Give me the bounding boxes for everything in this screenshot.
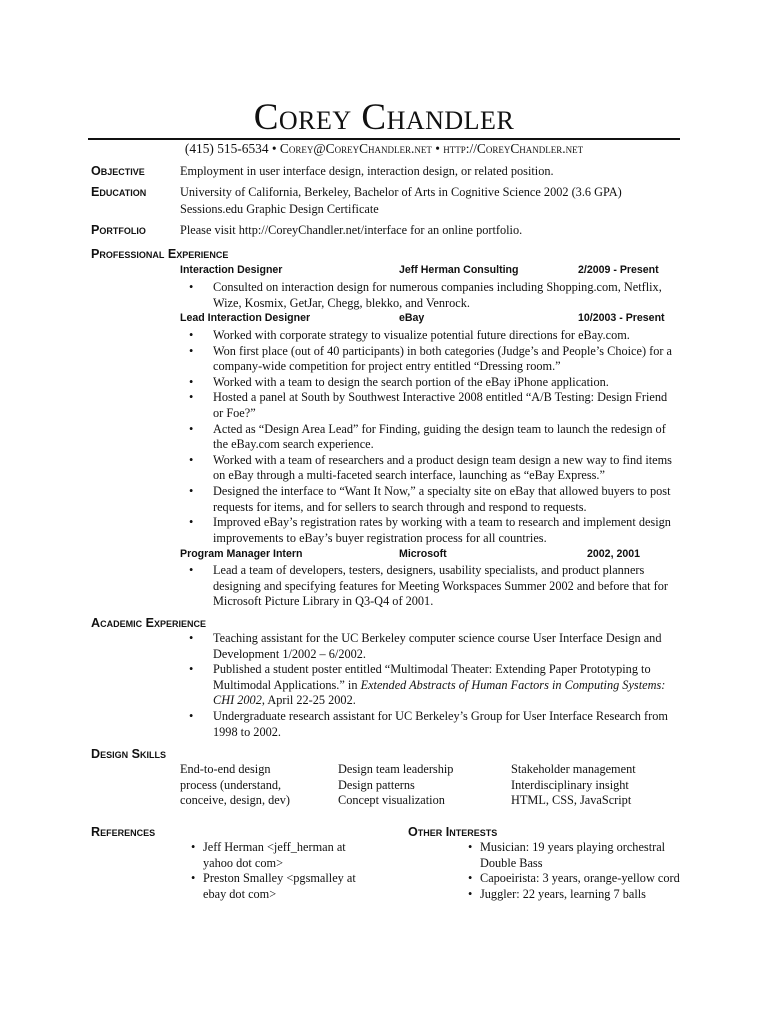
resume-name: Corey Chandler	[253, 97, 515, 138]
interests-list	[468, 840, 680, 902]
list-item: • Jeff Herman <jeff_herman at yahoo dot com>	[191, 840, 366, 871]
list-item: • Worked with a team of researchers and a product design team design a new way to find items on eBay through a multi-faceted search interface, launching as “eBay Express.”	[189, 453, 680, 484]
job-header	[180, 263, 680, 278]
education-heading: Education	[91, 185, 147, 199]
job-title: Lead Interaction Designer	[180, 312, 311, 324]
design-skills-heading: Design Skills	[91, 747, 166, 761]
skill-item: End-to-end design	[180, 762, 271, 776]
references-heading: References	[91, 825, 156, 839]
poster-text: Published a student poster entitled “Multimodal Theater: Extending Paper Prototyping to Multimodal Applications.” in	[213, 662, 651, 692]
skill-item: Design team leadership	[338, 762, 454, 776]
education-line: Sessions.edu Graphic Design Certificate	[180, 202, 379, 216]
poster-date: , April 22-25 2002.	[261, 693, 356, 708]
skills-column	[180, 762, 290, 809]
list-item: • Teaching assistant for the UC Berkeley computer science course User Interface Design and Development 1/2002 – 6/2002.	[189, 631, 680, 662]
job-dates: 10/2003 - Present	[578, 312, 665, 324]
job-company: eBay	[399, 312, 425, 324]
list-item: • Lead a team of developers, testers, designers, usability specialists, and product planners designing and specifying features for Meeting Workspaces Summer 2002 and before that for Microsoft Picture Library in Q3-Q4 of 2001.	[189, 563, 680, 610]
portfolio-heading: Portfolio	[91, 223, 146, 237]
skill-item: Concept visualization	[338, 793, 445, 807]
list-item: • Hosted a panel at South by Southwest Interactive 2008 entitled “A/B Testing: Design Friend or Foe?”	[189, 390, 680, 421]
academic-experience-heading: Academic Experience	[91, 616, 207, 630]
references-list	[191, 840, 366, 902]
other-interests-heading: Other Interests	[408, 825, 498, 839]
list-item: • Won first place (out of 40 participants) in both categories (Judge’s and People’s Choice) for a company-wide competition for project entry entitled “Dressing room.”	[189, 344, 680, 375]
skill-item: process (understand,	[180, 777, 282, 792]
job-header	[180, 311, 680, 326]
list-item	[189, 662, 680, 709]
skill-item: Interdisciplinary insight	[511, 777, 629, 792]
poster-venue: Extended Abstracts of Human Factors in Computing Systems: CHI 2002	[213, 677, 666, 708]
objective-heading: Objective	[91, 164, 145, 178]
list-item: • Worked with corporate strategy to visualize potential future directions for eBay.com.	[189, 328, 680, 344]
job-title: Interaction Designer	[180, 264, 283, 276]
academic-bullets	[189, 631, 680, 740]
skill-item: Stakeholder management	[511, 762, 636, 776]
job-bullets	[189, 563, 680, 610]
list-item: • Designed the interface to “Want It Now,” a specialty site on eBay that allowed buyers to post requests for items, and for sellers to search through and respond to requests.	[189, 484, 680, 515]
list-item: • Capoeirista: 3 years, orange-yellow cord	[468, 871, 680, 887]
portfolio-text: Please visit http://CoreyChandler.net/interface for an online portfolio.	[180, 223, 523, 237]
job-dates: 2/2009 - Present	[578, 264, 659, 276]
skill-item: Design patterns	[338, 777, 415, 792]
list-item: • Preston Smalley <pgsmalley at ebay dot com>	[191, 871, 366, 902]
list-item: • Consulted on interaction design for numerous companies including Shopping.com, Netflix, Wize, Kosmix, GetJar, Chegg, blekko, and Venrock.	[189, 280, 680, 311]
list-item: • Improved eBay’s registration rates by working with a team to research and implement design improvements to eBay’s buyer registration process for all countries.	[189, 515, 680, 546]
contact-line: (415) 515-6534 • Corey@CoreyChandler.net • http://CoreyChandler.net	[184, 141, 584, 156]
skills-column	[511, 762, 636, 809]
job-bullets	[189, 328, 680, 546]
objective-text: Employment in user interface design, interaction design, or related position.	[180, 164, 554, 178]
list-item: • Juggler: 22 years, learning 7 balls	[468, 887, 680, 903]
skill-item: conceive, design, dev)	[180, 793, 290, 807]
job-company: Jeff Herman Consulting	[399, 264, 519, 276]
skills-column	[338, 762, 453, 809]
job-company: Microsoft	[399, 548, 447, 560]
job-header	[180, 547, 680, 562]
skill-item: HTML, CSS, JavaScript	[511, 793, 632, 807]
list-item: • Acted as “Design Area Lead” for Finding, guiding the design team to launch the redesign of the eBay.com search experience.	[189, 422, 680, 453]
list-item: • Undergraduate research assistant for UC Berkeley’s Group for User Interface Research from 1998 to 2002.	[189, 709, 680, 740]
job-title: Program Manager Intern	[180, 548, 303, 560]
job-bullets	[189, 280, 680, 311]
professional-experience-heading: Professional Experience	[91, 247, 229, 261]
list-item: • Worked with a team to design the search portion of the eBay iPhone application.	[189, 375, 680, 391]
list-item: • Musician: 19 years playing orchestral Double Bass	[468, 840, 680, 871]
job-dates: 2002, 2001	[587, 548, 641, 560]
education-line: University of California, Berkeley, Bachelor of Arts in Cognitive Science 2002 (3.6 GPA)	[180, 185, 622, 199]
